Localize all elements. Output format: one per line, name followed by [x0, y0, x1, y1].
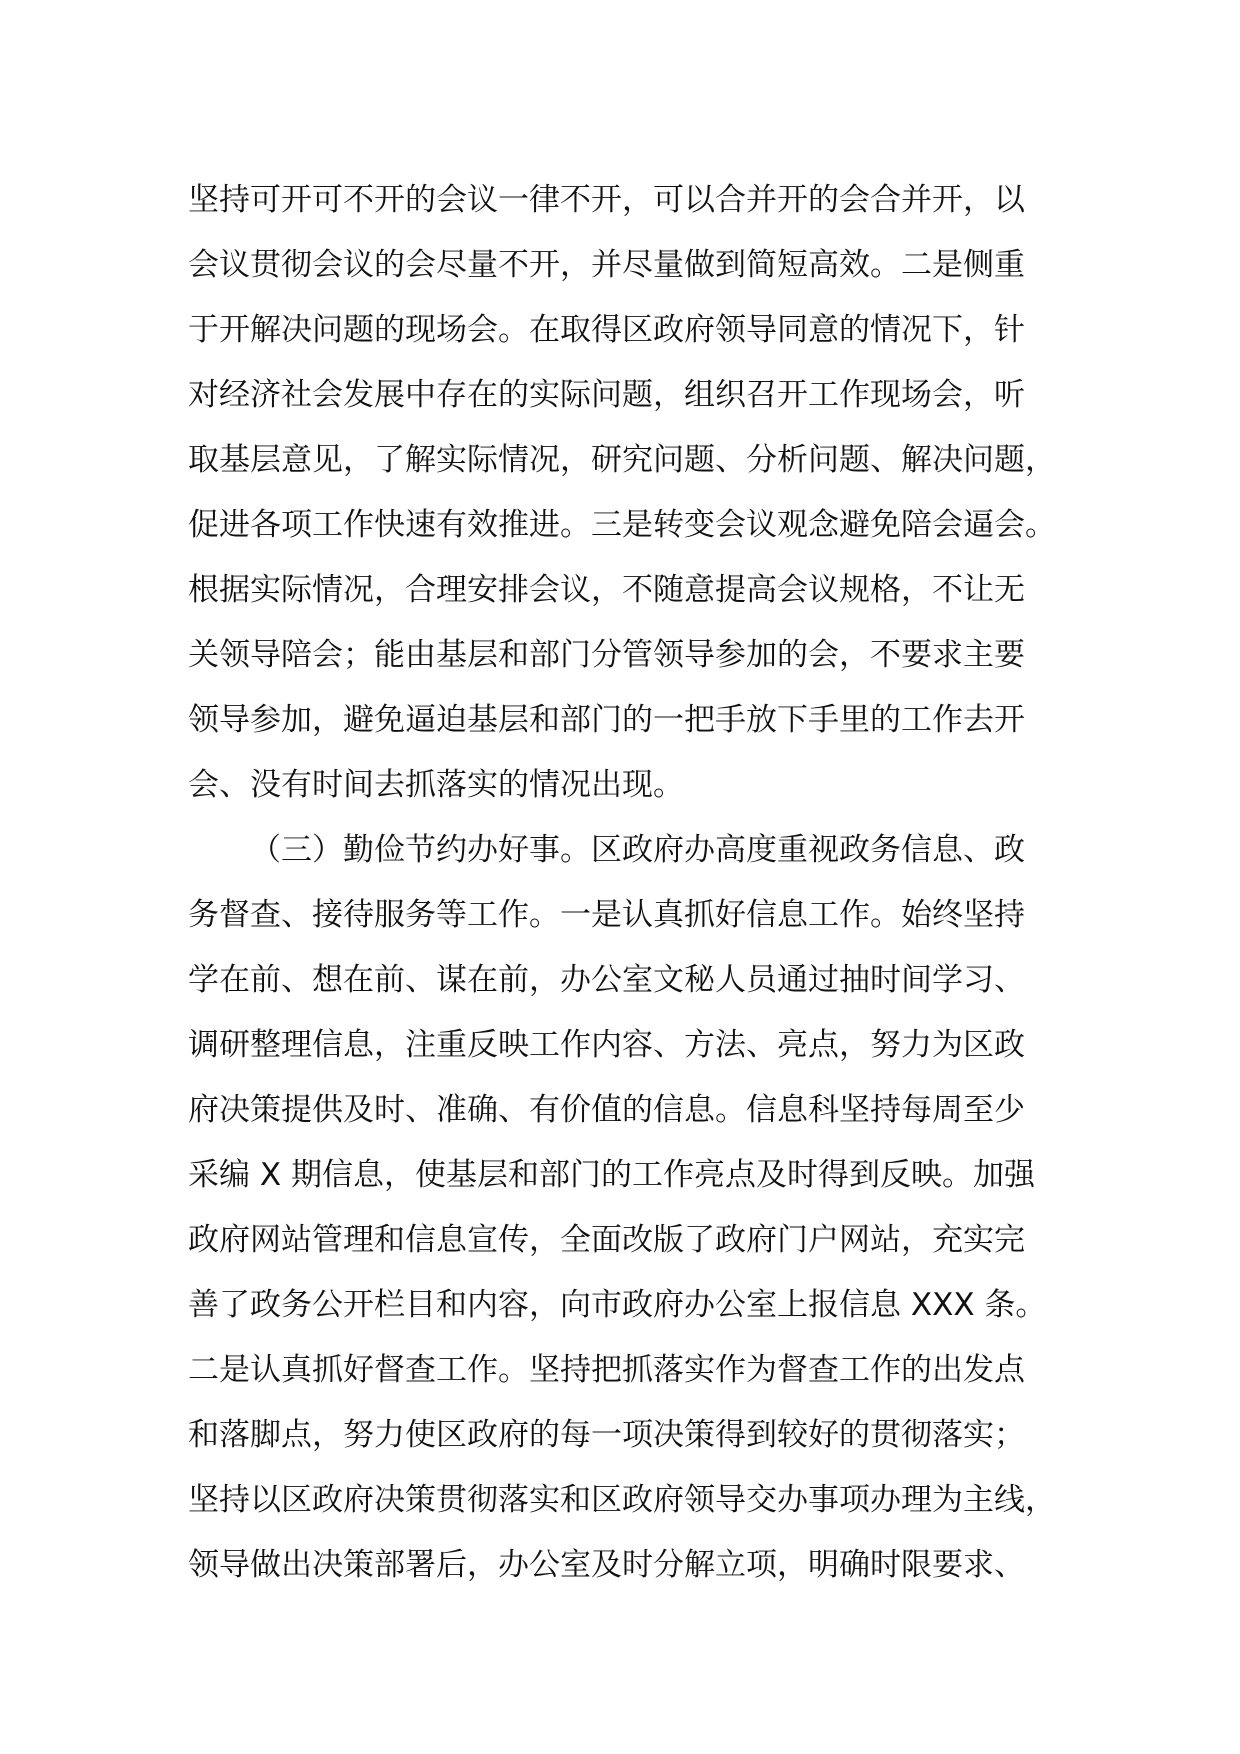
- text-line: 善了政务公开栏目和内容，向市政府办公室上报信息 XXX 条。: [188, 1287, 1047, 1323]
- text-line: 府决策提供及时、准确、有价值的信息。信息科坚持每周至少: [188, 1092, 1025, 1128]
- text-line: 会、没有时间去抓落实的情况出现。: [188, 767, 684, 803]
- text-line: 对经济社会发展中存在的实际问题，组织召开工作现场会，听: [188, 377, 1025, 413]
- text-line: （三）勤俭节约办好事。区政府办高度重视政务信息、政: [250, 832, 1025, 868]
- text-line: 调研整理信息，注重反映工作内容、方法、亮点，努力为区政: [188, 1027, 1025, 1063]
- text-line: 于开解决问题的现场会。在取得区政府领导同意的情况下，针: [188, 312, 1025, 348]
- text-line: 务督查、接待服务等工作。一是认真抓好信息工作。始终坚持: [188, 897, 1025, 933]
- text-line: 关领导陪会；能由基层和部门分管领导参加的会，不要求主要: [188, 637, 1025, 673]
- body-text: [188, 168, 1088, 1598]
- text-line: 会议贯彻会议的会尽量不开，并尽量做到简短高效。二是侧重: [188, 247, 1025, 283]
- text-line: 学在前、想在前、谋在前，办公室文秘人员通过抽时间学习、: [188, 962, 1025, 998]
- text-line: 政府网站管理和信息宣传，全面改版了政府门户网站，充实完: [188, 1222, 1025, 1258]
- text-line: 二是认真抓好督查工作。坚持把抓落实作为督查工作的出发点: [188, 1352, 1025, 1388]
- text-line: 根据实际情况，合理安排会议，不随意提高会议规格，不让无: [188, 572, 1025, 608]
- text-line: 坚持以区政府决策贯彻落实和区政府领导交办事项办理为主线，: [188, 1482, 1056, 1518]
- text-line: 领导参加，避免逼迫基层和部门的一把手放下手里的工作去开: [188, 702, 1025, 738]
- text-line: 取基层意见，了解实际情况，研究问题、分析问题、解决问题，: [188, 442, 1056, 478]
- text-line: 领导做出决策部署后，办公室及时分解立项，明确时限要求、: [188, 1547, 1025, 1583]
- text-line: 和落脚点，努力使区政府的每一项决策得到较好的贯彻落实；: [188, 1417, 1025, 1453]
- text-line: 促进各项工作快速有效推进。三是转变会议观念避免陪会逼会。: [188, 507, 1056, 543]
- text-line: 坚持可开可不开的会议一律不开，可以合并开的会合并开，以: [188, 182, 1025, 218]
- text-line: 采编 X 期信息，使基层和部门的工作亮点及时得到反映。加强: [188, 1157, 1035, 1193]
